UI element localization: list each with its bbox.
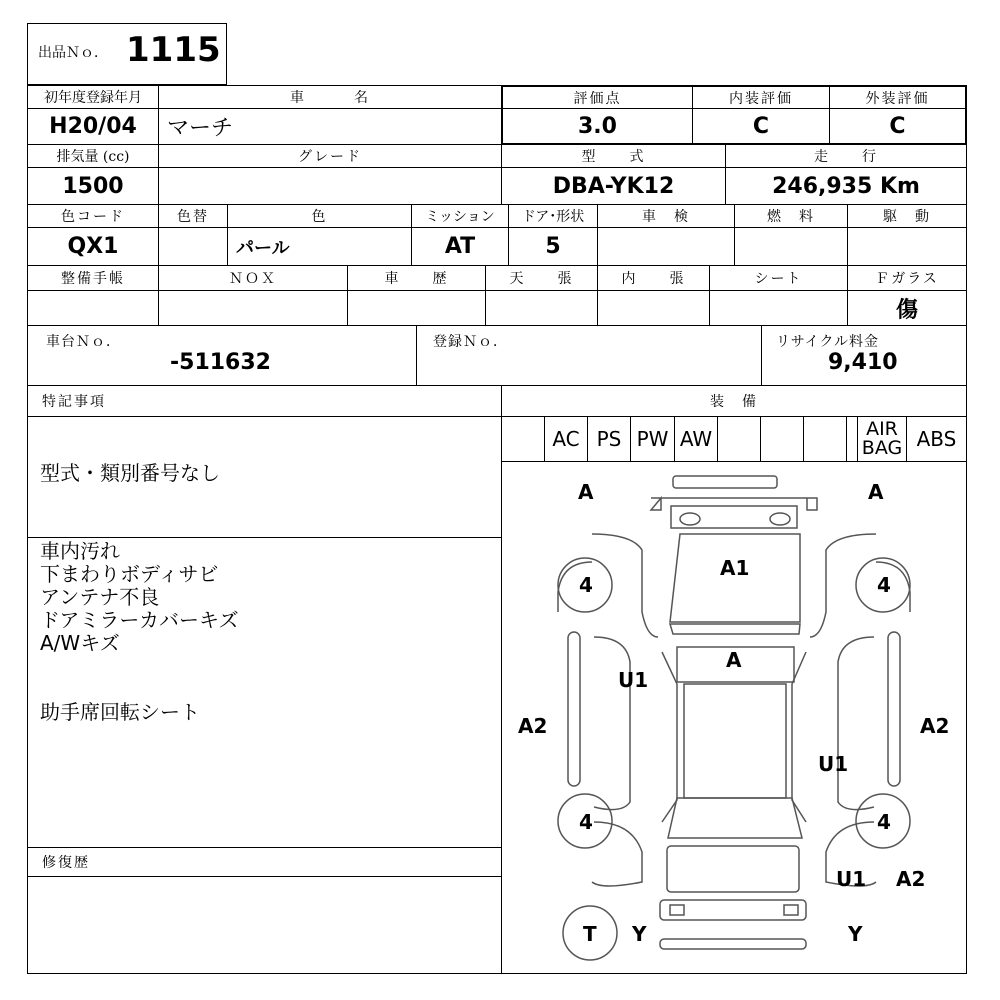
inspection-label: 車 検 (597, 204, 735, 228)
front-left-fender (558, 534, 658, 637)
displacement-value: 1500 (27, 167, 159, 205)
lot-label: 出品Ｎｏ． (38, 45, 108, 61)
ceiling-value (485, 290, 598, 326)
damage-diagram (501, 461, 967, 974)
rear-glass (668, 798, 802, 838)
chassis-label: 車台Ｎｏ． (46, 334, 121, 350)
damage-mark: A2 (920, 714, 950, 738)
nox-label: ＮＯＸ (158, 265, 348, 291)
equipment-abs: ABS (906, 416, 967, 462)
note-line-6: A/Wキズ (40, 631, 120, 655)
right-side-front (838, 637, 874, 810)
damage-mark: 4 (579, 573, 593, 597)
damage-mark: 4 (877, 573, 891, 597)
rear-bumper-bottom (660, 939, 806, 949)
fuel-label: 燃 料 (734, 204, 848, 228)
first-reg-label: 初年度登録年月 (27, 85, 159, 109)
notes-label: 特記事項 (27, 385, 502, 417)
color-value: パール (227, 227, 412, 266)
damage-mark: A2 (518, 714, 548, 738)
damage-mark: Y (632, 922, 647, 946)
equipment-ps: PS (587, 416, 631, 462)
fuel-value (734, 227, 848, 266)
note-line-4: アンテナ不良 (40, 585, 160, 609)
equipment-airbag: AIR BAG (857, 416, 907, 462)
grade-label: グレード (158, 144, 502, 168)
registration-label: 登録Ｎｏ． (433, 334, 508, 350)
recycle-label: リサイクル料金 (776, 334, 880, 350)
equipment-ac: AC (544, 416, 588, 462)
note-line-1: 型式・類別番号なし (40, 461, 220, 485)
seat-value (709, 290, 848, 326)
mission-value: AT (411, 227, 509, 266)
seat-label: シート (709, 265, 848, 291)
equipment-pw: PW (630, 416, 675, 462)
fglass-value: 傷 (847, 290, 967, 326)
note-line-7: 助手席回転シート (40, 700, 200, 724)
door-value: 5 (508, 227, 598, 266)
drive-label: 駆 動 (847, 204, 967, 228)
grade-value (158, 167, 502, 205)
lot-number: 1115 (126, 30, 221, 70)
damage-mark: U1 (836, 867, 867, 891)
fglass-label: Ｆガラス (847, 265, 967, 291)
repair-label: 修復歴 (27, 847, 502, 877)
note-line-2: 車内汚れ (40, 539, 120, 563)
recycle-value: 9,410 (828, 350, 898, 375)
chassis-cell (27, 325, 417, 386)
damage-mark: 4 (877, 810, 891, 834)
recycle-cell (761, 325, 967, 386)
left-pillar (662, 652, 677, 822)
front-right-fender (810, 534, 910, 637)
left-side-front (594, 637, 630, 810)
left-sill (568, 632, 580, 786)
color-code-label: 色コード (27, 204, 159, 228)
interior-score-value: C (692, 108, 830, 145)
right-pillar (792, 652, 806, 822)
roof (684, 684, 786, 798)
exterior-score-value: C (829, 108, 967, 145)
rear-light-right (784, 905, 798, 915)
equipment-slot-7 (803, 416, 847, 462)
damage-mark: 4 (579, 810, 593, 834)
registration-cell (416, 325, 762, 386)
equipment-label: 装 備 (501, 385, 967, 417)
equipment-slot-0 (501, 416, 545, 462)
mileage-value: 246,935 Km (725, 167, 967, 205)
interior-trim-label: 内 張 (597, 265, 710, 291)
front-bumper-top (673, 476, 777, 488)
hatch (667, 846, 799, 892)
car-name-value: マーチ (158, 108, 502, 145)
mileage-label: 走 行 (725, 144, 967, 168)
maintenance-label: 整備手帳 (27, 265, 159, 291)
equipment-aw: AW (674, 416, 718, 462)
color-code-value: QX1 (27, 227, 159, 266)
mission-label: ミッション (411, 204, 509, 228)
car-outline (502, 462, 966, 973)
history-label: 車 歴 (347, 265, 486, 291)
lot-box (27, 23, 227, 85)
notes-box-2 (27, 537, 502, 848)
damage-mark: A2 (896, 867, 926, 891)
model-value: DBA-YK12 (501, 167, 726, 205)
chassis-value: -511632 (170, 350, 271, 375)
front-light-left (680, 513, 700, 525)
damage-mark: U1 (818, 752, 849, 776)
score-value: 3.0 (501, 108, 693, 145)
color-change-label: 色替 (158, 204, 228, 228)
color-change-value (158, 227, 228, 266)
damage-mark: U1 (618, 668, 649, 692)
right-sill (888, 632, 900, 786)
damage-mark: T (583, 922, 597, 946)
door-label: ドア･形状 (508, 204, 598, 228)
drive-value (847, 227, 967, 266)
displacement-label: 排気量 (cc) (27, 144, 159, 168)
exterior-score-label: 外装評価 (829, 85, 967, 109)
inspection-value (597, 227, 735, 266)
left-rear-fender (592, 822, 642, 886)
front-light-right (770, 513, 790, 525)
interior-score-label: 内装評価 (692, 85, 830, 109)
damage-mark: Y (848, 922, 863, 946)
ceiling-label: 天 張 (485, 265, 598, 291)
rear-light-left (670, 905, 684, 915)
maintenance-value (27, 290, 159, 326)
damage-mark: A (868, 480, 884, 504)
interior-trim-value (597, 290, 710, 326)
front-bumper-ends (651, 498, 817, 510)
equipment-slot-5 (717, 416, 761, 462)
note-line-5: ドアミラーカバーキズ (40, 608, 239, 632)
note-line-3: 下まわりボディサビ (40, 562, 219, 586)
first-reg-value: H20/04 (27, 108, 159, 145)
hood-edge (670, 624, 800, 634)
damage-mark: A1 (720, 556, 750, 580)
history-value (347, 290, 486, 326)
equipment-slot-6 (760, 416, 804, 462)
damage-mark: A (726, 648, 742, 672)
damage-mark: A (578, 480, 594, 504)
model-label: 型 式 (501, 144, 726, 168)
nox-value (158, 290, 348, 326)
notes-box-1 (27, 416, 502, 538)
car-name-label: 車 名 (158, 85, 502, 109)
color-label: 色 (227, 204, 412, 228)
score-label: 評価点 (501, 85, 693, 109)
repair-box (27, 876, 502, 974)
